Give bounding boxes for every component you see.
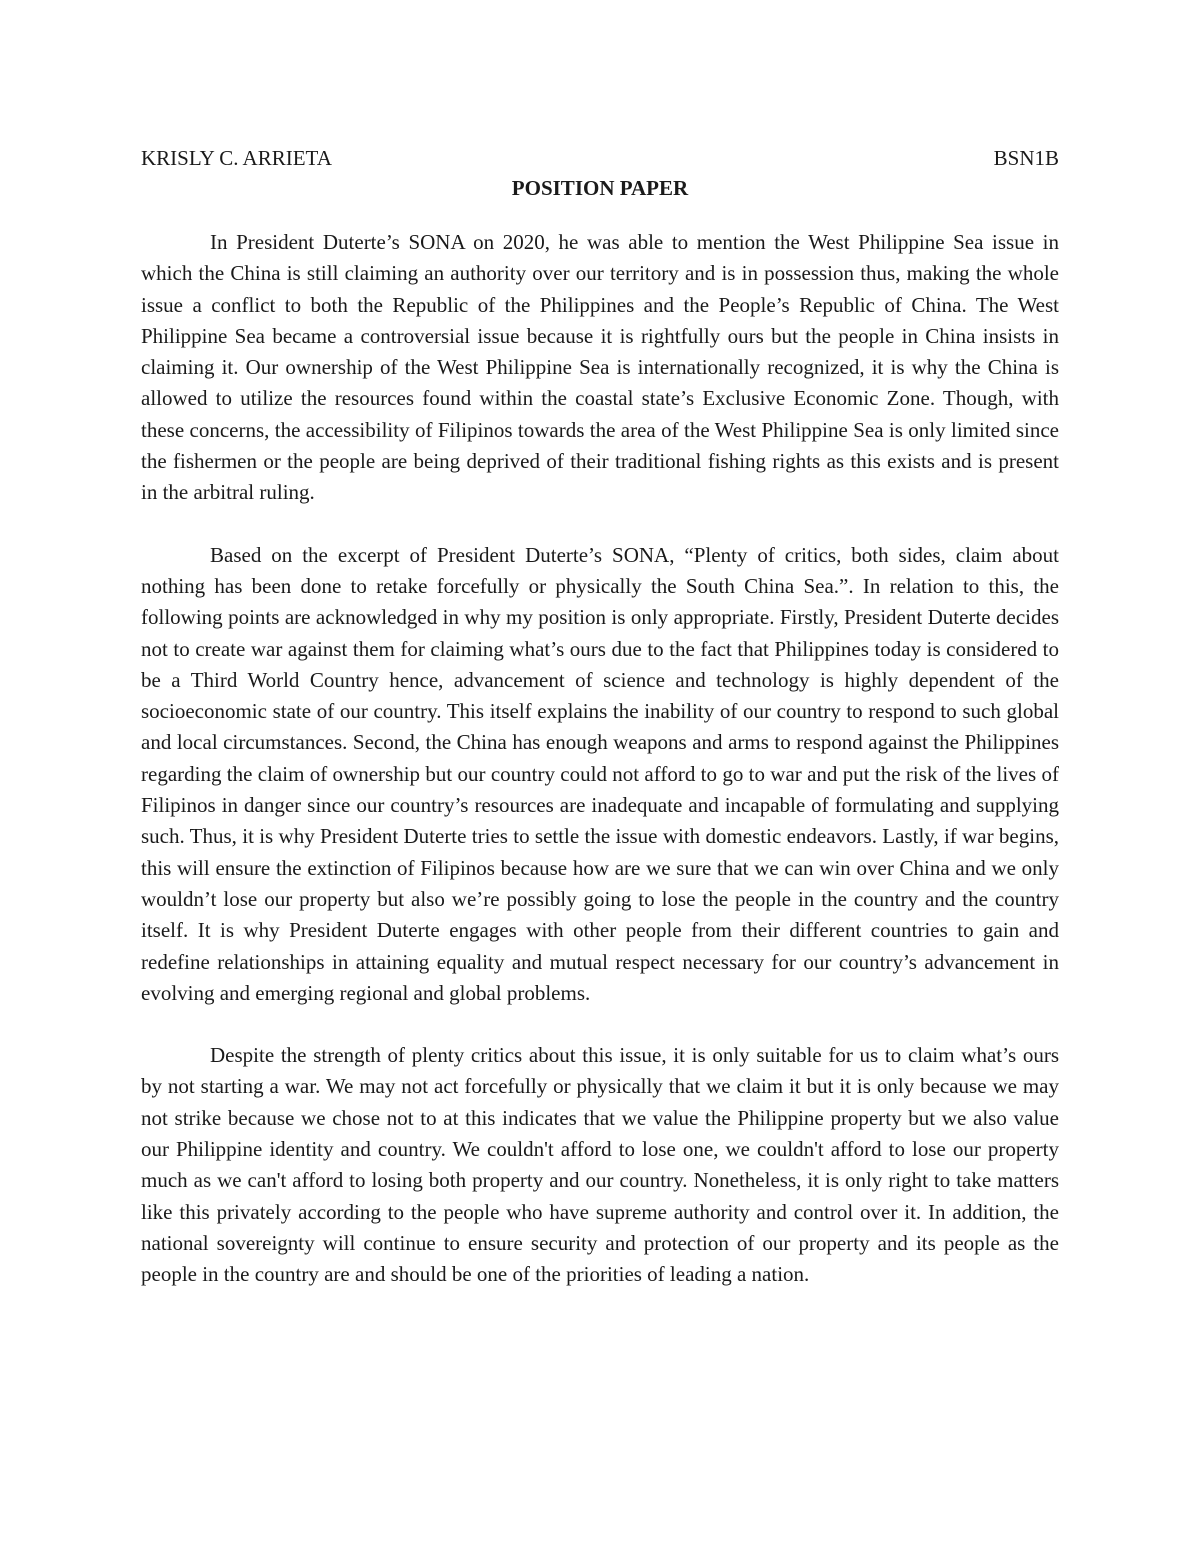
section-code: BSN1B xyxy=(993,146,1059,170)
paragraph-1: In President Duterte’s SONA on 2020, he was able to mention the West Philippine Sea issue in which the China is still claiming an authority over our territory and is in possession thus, making the whole issue a conflict to both the Republic of the Philippines and the People’s Republic of China. The West Philippine Sea became a controversial issue because it is rightfully ours but the people in China insists in claiming it. Our ownership of the West Philippine Sea is internationally recognized, it is why the China is allowed to utilize the resources found within the coastal state’s Exclusive Economic Zone. Though, with these concerns, the accessibility of Filipinos towards the area of the West Philippine Sea is only limited since the fishermen or the people are being deprived of their traditional fishing rights as this exists and is present in the arbitral ruling. xyxy=(141,230,1059,505)
paragraph-3: Despite the strength of plenty critics about this issue, it is only suitable for us to claim what’s ours by not starting a war. We may not act forcefully or physically that we claim it but it is only because we may not strike because we chose not to at this indicates that we value the Philippine property but we also value our Philippine identity and country. We couldn't afford to lose one, we couldn't afford to lose our property much as we can't afford to losing both property and our country. Nonetheless, it is only right to take matters like this privately according to the people who have supreme authority and control over it. In addition, the national sovereignty will continue to ensure security and protection of our property and its people as the people in the country are and should be one of the priorities of leading a nation. xyxy=(141,1043,1059,1287)
paragraph-2: Based on the excerpt of President Duterte’s SONA, “Plenty of critics, both sides, claim about nothing has been done to retake forcefully or physically the South China Sea.”. In relation to this, the following points are acknowledged in why my position is only appropriate. Firstly, President Duterte decides not to create war against them for claiming what’s ours due to the fact that Philippines today is considered to be a Third World Country hence, advancement of science and technology is highly dependent of the socioeconomic state of our country. This itself explains the inability of our country to respond to such global and local circumstances. Second, the China has enough weapons and arms to respond against the Philippines regarding the claim of ownership but our country could not afford to go to war and put the risk of the lives of Filipinos in danger since our country’s resources are inadequate and incapable of formulating and supplying such. Thus, it is why President Duterte tries to settle the issue with domestic endeavors. Lastly, if war begins, this will ensure the extinction of Filipinos because how are we sure that we can win over China and we only wouldn’t lose our property but also we’re possibly going to lose the people in the country and the country itself. It is why President Duterte engages with other people from their different countries to gain and redefine relationships in attaining equality and mutual respect necessary for our country’s advancement in evolving and emerging regional and global problems. xyxy=(141,542,1059,1005)
document-title: POSITION PAPER xyxy=(511,176,689,200)
document-page xyxy=(141,143,1059,1322)
document-header xyxy=(141,143,1059,173)
author-name: KRISLY C. ARRIETA xyxy=(141,146,332,170)
